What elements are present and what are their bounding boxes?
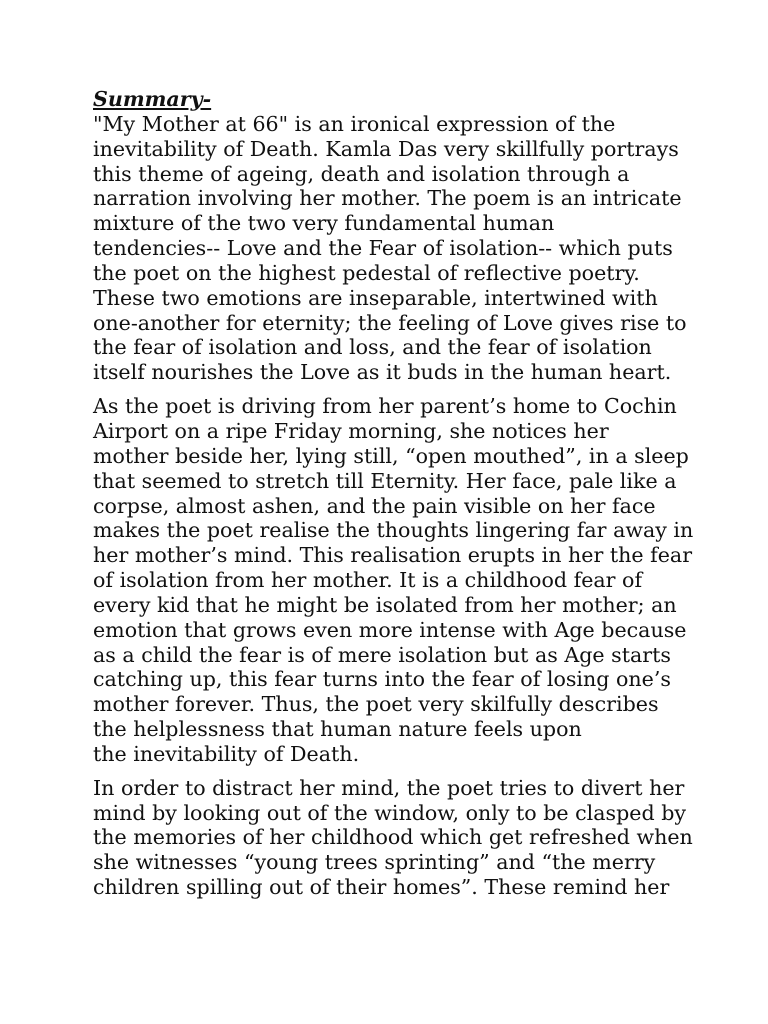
paragraph-line: the fear of isolation and loss, and the fear of isolation (93, 335, 652, 360)
paragraph-2 (93, 394, 694, 767)
paragraph-line: mind by looking out of the window, only to be clasped by (93, 800, 687, 825)
paragraph-line: In order to distract her mind, the poet tries to divert her (93, 775, 685, 800)
paragraph-line: this theme of ageing, death and isolation through a (93, 161, 630, 186)
paragraph-line: every kid that he might be isolated from her mother; an (93, 592, 677, 617)
paragraph-line: that seemed to stretch till Eternity. Her face, pale like a (93, 468, 677, 493)
paragraph-line: she witnesses “young trees sprinting” and “the merry (93, 850, 656, 875)
paragraph-line: mother forever. Thus, the poet very skilfully describes (93, 692, 659, 717)
document-body (93, 87, 694, 900)
paragraph-line: children spilling out of their homes”. These remind her (93, 875, 670, 900)
paragraph-line: the poet on the highest pedestal of reflective poetry. (93, 260, 640, 285)
paragraph-line: the inevitability of Death. (93, 741, 360, 766)
paragraph-3 (93, 775, 693, 900)
paragraph-line: itself nourishes the Love as it buds in the human heart. (93, 360, 672, 385)
paragraph-line: inevitability of Death. Kamla Das very skillfully portrays (93, 136, 679, 161)
paragraph-line: the memories of her childhood which get refreshed when (93, 825, 693, 850)
paragraph-line: corpse, almost ashen, and the pain visible on her face (93, 493, 656, 518)
paragraph-line: of isolation from her mother. It is a childhood fear of (93, 568, 643, 593)
paragraph-line: tendencies-- Love and the Fear of isolation-- which puts (93, 236, 673, 261)
paragraph-line: catching up, this fear turns into the fear of losing one’s (93, 667, 671, 692)
paragraph-line: mother beside her, lying still, “open mouthed”, in a sleep (93, 443, 689, 468)
paragraph-line: Airport on a ripe Friday morning, she notices her (93, 418, 609, 443)
paragraph-line: These two emotions are inseparable, intertwined with (93, 285, 658, 310)
paragraph-line: one-another for eternity; the feeling of Love gives rise to (93, 310, 687, 335)
paragraph-container (93, 111, 694, 900)
paragraph-line: the helplessness that human nature feels upon (93, 717, 582, 742)
paragraph-line: makes the poet realise the thoughts lingering far away in (93, 518, 694, 543)
summary-heading: Summary- (93, 87, 212, 111)
paragraph-line: as a child the fear is of mere isolation but as Age starts (93, 642, 671, 667)
paragraph-line: As the poet is driving from her parent’s home to Cochin (93, 394, 677, 419)
paragraph-line: narration involving her mother. The poem is an intricate (93, 186, 682, 211)
paragraph-line: her mother’s mind. This realisation erupts in her the fear (93, 543, 693, 568)
paragraph-line: mixture of the two very fundamental human (93, 211, 555, 236)
paragraph-line: emotion that grows even more intense with Age because (93, 617, 687, 642)
paragraph-line: "My Mother at 66" is an ironical expression of the (93, 111, 616, 136)
paragraph-1 (93, 112, 685, 385)
